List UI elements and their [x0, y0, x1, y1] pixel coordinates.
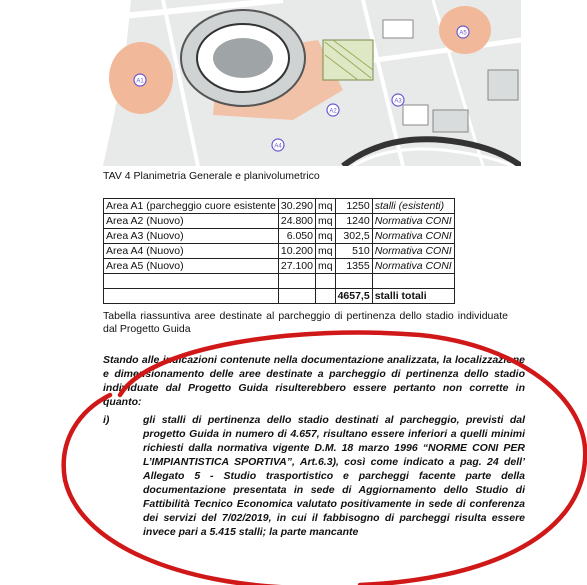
unit-cell: mq [315, 214, 335, 229]
stalls-cell: 510 [335, 244, 372, 259]
area-marker-a1 [134, 74, 146, 86]
area-marker-a2 [327, 104, 339, 116]
stalls-cell: 1250 [335, 199, 372, 214]
stalls-cell: 1355 [335, 259, 372, 274]
unit-cell: mq [315, 259, 335, 274]
note-cell: Normativa CONI [372, 229, 454, 244]
note-cell: Normativa CONI [372, 214, 454, 229]
site-plan-drawing [103, 0, 521, 166]
area-name-cell: Area A1 (parcheggio cuore esistente [104, 199, 279, 214]
total-row [104, 289, 455, 304]
unit-cell: mq [315, 199, 335, 214]
area-name-cell: Area A5 (Nuovo) [104, 259, 279, 274]
surface-cell: 10.200 [278, 244, 315, 259]
total-label: stalli totali [372, 289, 454, 304]
svg-text:A4: A4 [274, 143, 282, 150]
surface-cell: 27.100 [278, 259, 315, 274]
area-name-cell: Area A2 (Nuovo) [104, 214, 279, 229]
note-cell: Normativa CONI [372, 259, 454, 274]
unit-cell: mq [315, 229, 335, 244]
svg-text:A2: A2 [329, 108, 337, 115]
table-caption: Tabella riassuntiva aree destinate al parcheggio di pertinenza dello stadio individuate dal Progetto Guida [103, 310, 508, 335]
surface-cell: 6.050 [278, 229, 315, 244]
table-row [104, 229, 455, 244]
note-cell: stalli (esistenti) [372, 199, 454, 214]
svg-text:A1: A1 [136, 78, 144, 85]
figure-caption: TAV 4 Planimetria Generale e planivolumetrico [103, 170, 320, 182]
analysis-paragraph: Stando alle indicazioni contenute nella documentazione analizzata, la localizzazione e dimensionamento delle aree destinate a parcheggio di pertinenza dello stadio individuate dal Progetto Guida risulterebbero essere pertanto non corrette in quanto: [103, 354, 525, 408]
table-row [104, 259, 455, 274]
stalls-cell: 302,5 [335, 229, 372, 244]
area-marker-a3 [392, 94, 404, 106]
area-marker-a4 [272, 139, 284, 151]
unit-cell: mq [315, 244, 335, 259]
parking-areas-table [103, 198, 455, 304]
surface-cell: 24.800 [278, 214, 315, 229]
list-marker: i) [103, 414, 110, 426]
svg-text:A3: A3 [394, 98, 402, 105]
table-row [104, 214, 455, 229]
table-row [104, 244, 455, 259]
area-name-cell: Area A3 (Nuovo) [104, 229, 279, 244]
area-marker-a5 [457, 26, 469, 38]
surface-cell: 30.290 [278, 199, 315, 214]
list-item: gli stalli di pertinenza dello stadio destinati al parcheggio, previsti dal progetto Guida in numero di 4.657, risultano essere inferiori a quelli minimi richiesti dalla normativa vigente D.M. 18 marzo 1996 “NORME CONI PER L’IMPIANTISTICA SPORTIVA”, Art.6.3), così come indicato a pag. 24 dell’ Allegato 5 - Studio trasportistico e parcheggi facente parte della documentazione presentata in sede di Aggiornamento dello Studio di Fattibilità Tecnico Economica valutato positivamente in sede di conferenza dei servizi del 7/02/2019, in cui il fabbisogno di parcheggi risulta essere invece pari a 5.415 stalli; la parte mancante [143, 414, 525, 538]
area-name-cell: Area A4 (Nuovo) [104, 244, 279, 259]
svg-text:A5: A5 [459, 30, 467, 37]
site-plan-map [103, 0, 521, 166]
stalls-cell: 1240 [335, 214, 372, 229]
note-cell: Normativa CONI [372, 244, 454, 259]
total-value: 4657,5 [335, 289, 372, 304]
table-row [104, 199, 455, 214]
